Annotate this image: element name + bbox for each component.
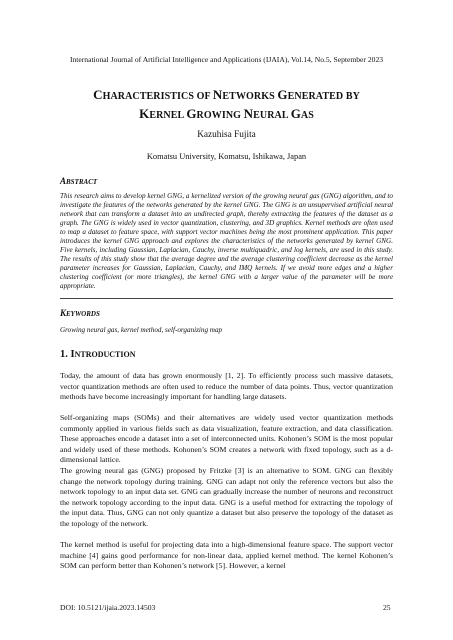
body-paragraph: Today, the amount of data has grown enormously [1, 2]. To efficiently process such massive datasets, vector quantization methods are often used to reduce the number of data points. Thus, vector quantization methods have become increasingly important for handling large datasets. <box>60 371 393 402</box>
footer-doi: DOI: 10.5121/ijaia.2023.14503 <box>60 603 156 612</box>
keywords-text: Growing neural gas, kernel method, self-organizing map <box>60 326 223 334</box>
page-number: 25 <box>383 603 391 612</box>
keywords-heading: KEYWORDS <box>60 308 100 318</box>
author-affiliation: Komatsu University, Komatsu, Ishikawa, Japan <box>146 152 307 161</box>
paper-title: CHARACTERISTICS OF NETWORKS GENERATED BY KERNEL GROWING NEURAL GAS <box>93 87 360 121</box>
introduction-heading: 1. INTRODUCTION <box>60 349 136 360</box>
body-paragraph: Self-organizing maps (SOMs) and their alternatives are widely used vector quantization methods commonly applied in various fields such as data visualization, feature extraction, and data classification. These approaches encode a dataset into a set of interconnected units. Kohonen’s SOM is the most popular and widely used of these methods. Kohonen’s SOM creates a network with fixed topology, such as a d-dimensional lattice. <box>60 413 393 465</box>
abstract-text: This research aims to develop kernel GNG, a kernelized version of the growing neural gas (GNG) algorithm, and to investigate the features of the networks generated by the kernel GNG. The GNG is an unsupervised artificial neural network that can transform a dataset into an undirected graph, thereby extracting the features of the dataset as a graph. The GNG is widely used in vector quantization, clustering, and 3D graphics. Kernel methods are often used to map a dataset to feature space, with support vector machines being the most prominent application. This paper introduces the kernel GNG approach and explores the characteristics of the networks generated by kernel GNG. Five kernels, including Gaussian, Laplacian, Cauchy, inverse multiquadric, and log kernels, are used in this study. The results of this study show that the average degree and the average clustering coefficient decrease as the kernel parameter increases for Gaussian, Laplacian, Cauchy, and IMQ kernels. If we avoid more edges and a higher clustering coefficient (or more triangles), the kernel GNG with a larger value of the parameter will be more appropriate. <box>60 192 393 291</box>
abstract-heading: ABSTRACT <box>60 176 98 186</box>
journal-header: International Journal of Artificial Intelligence and Applications (IJAIA), Vol.14, No.5, September 2023 <box>69 55 384 64</box>
section-divider <box>60 298 393 299</box>
body-paragraph: The growing neural gas (GNG) proposed by Fritzke [3] is an alternative to SOM. GNG can flexibly change the network topology during training. GNG can adapt not only the reference vectors but also the network topology to an input data set. GNG can gradually increase the number of neurons and reconstruct the network topology according to the input data. GNG is a useful method for extracting the topology of the input data. Thus, GNG can not only quantize a dataset but also preserve the topology of the dataset as the topology of the network. <box>60 466 393 528</box>
body-paragraph: The kernel method is useful for projecting data into a high-dimensional feature space. The support vector machine [4] gains good performance for non-linear data, applied kernel method. The kernel Kohonen’s SOM can perform better than Kohonen’s network [5]. However, a kernel <box>60 540 393 571</box>
author-name: Kazuhisa Fujita <box>197 130 256 140</box>
